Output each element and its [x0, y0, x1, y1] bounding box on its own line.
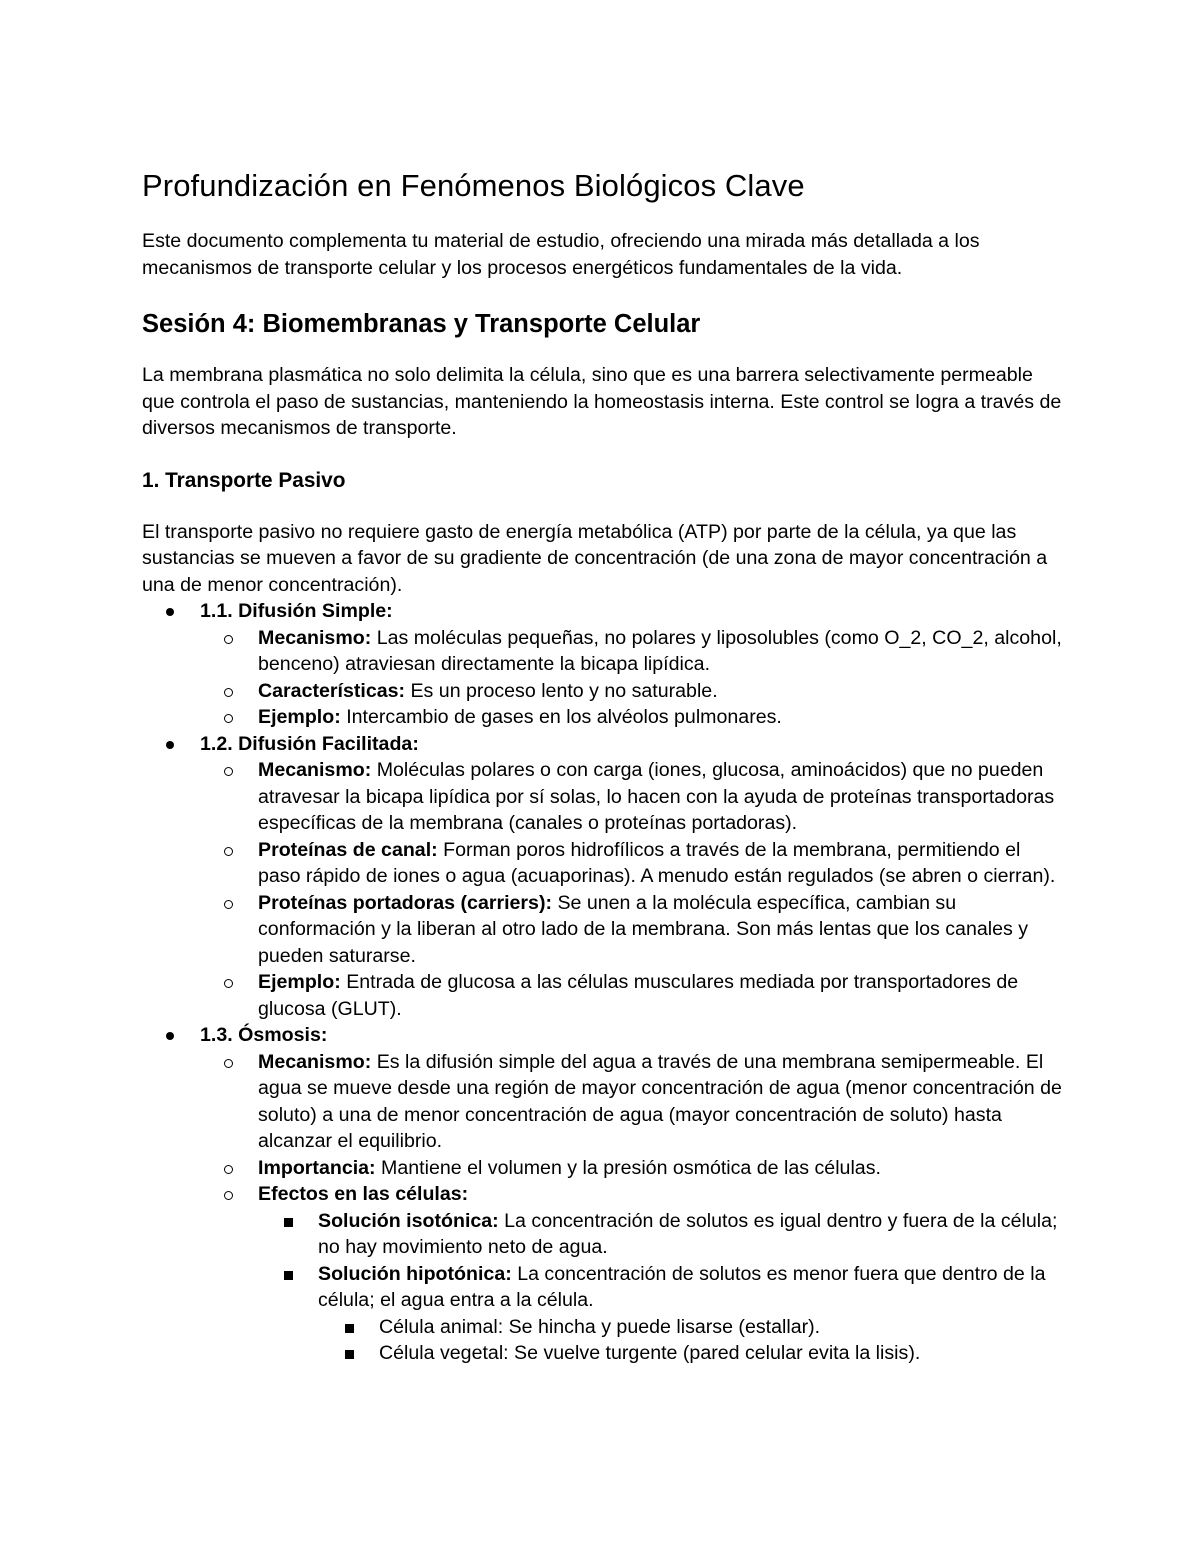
- case-item-vegetal: [318, 1340, 1062, 1367]
- item-label: 1.1. Difusión Simple:: [200, 600, 393, 622]
- detail-text: Mantiene el volumen y la presión osmótica de las células.: [375, 1156, 881, 1179]
- bullet-circle-icon: [224, 979, 233, 988]
- detail-label: Proteínas de canal:: [258, 838, 438, 861]
- detail-text: Moléculas polares o con carga (iones, glucosa, aminoácidos) que no pueden atravesar la bicapa lipídica por sí solas, lo hacen con la ayuda de proteínas transportadoras específicas de la membrana (canales o proteínas portadoras).: [258, 759, 1055, 834]
- hypotonic-cases-list: [318, 1314, 1062, 1367]
- document-title: Profundización en Fenómenos Biológicos Clave: [142, 168, 805, 203]
- document-intro: Este documento complementa tu material de estudio, ofreciendo una mirada más detallada a los mecanismos de transporte celular y los procesos energéticos fundamentales de la vida.: [142, 230, 980, 279]
- section-intro: La membrana plasmática no solo delimita la célula, sino que es una barrera selectivamente permeable que controla el paso de sustancias, manteniendo la homeostasis interna. Este control se logra a través de diversos mecanismos de transporte.: [142, 364, 1062, 439]
- detail-label: Características:: [258, 679, 406, 702]
- detail-label: Importancia:: [258, 1156, 376, 1179]
- bullet-circle-icon: [224, 900, 233, 909]
- detail-list: [200, 625, 1062, 731]
- bullet-disc-icon: [166, 1032, 174, 1040]
- detail-item: [200, 1049, 1062, 1155]
- effect-label: Solución isotónica:: [318, 1209, 499, 1232]
- detail-text: Es un proceso lento y no saturable.: [405, 679, 718, 702]
- bullet-circle-icon: [224, 767, 233, 776]
- effect-item-hipotonica: [258, 1261, 1062, 1367]
- bullet-circle-icon: [224, 1165, 233, 1174]
- detail-item: [200, 757, 1062, 837]
- bullet-disc-icon: [166, 608, 174, 616]
- detail-text: Se unen a la molécula específica, cambian su conformación y la liberan al otro lado de la membrana. Son más lentas que los canales y pueden saturarse.: [258, 891, 1029, 967]
- detail-label: Proteínas portadoras (carriers):: [258, 891, 553, 914]
- detail-text: Es la difusión simple del agua a través de una membrana semipermeable. El agua se mueve desde una región de mayor concentración de agua (menor concentración de soluto) a una de menor concentración de agua (mayor concentración de soluto) hasta alcanzar el equilibrio.: [258, 1050, 1062, 1152]
- detail-text: Intercambio de gases en los alvéolos pulmonares.: [340, 706, 782, 728]
- detail-label: Mecanismo:: [258, 1050, 372, 1073]
- effect-text: La concentración de solutos es menor fuera que dentro de la célula; el agua entra a la célula.: [318, 1262, 1046, 1311]
- case-item-animal: [318, 1314, 1062, 1341]
- effects-list: [258, 1208, 1062, 1367]
- effect-item-isotonica: [258, 1208, 1062, 1261]
- detail-label: Ejemplo:: [258, 706, 341, 728]
- bullet-circle-icon: [224, 714, 233, 723]
- case-text: Célula animal: Se hincha y puede lisarse (estallar).: [379, 1315, 821, 1338]
- bullet-circle-icon: [224, 847, 233, 856]
- bullet-square-icon: [345, 1324, 354, 1333]
- detail-list: [200, 1049, 1062, 1367]
- section-title: Sesión 4: Biomembranas y Transporte Celular: [142, 310, 701, 338]
- detail-item: [200, 890, 1062, 970]
- detail-label: Mecanismo:: [258, 759, 372, 781]
- case-text: Célula vegetal: Se vuelve turgente (pared celular evita la lisis).: [379, 1342, 921, 1364]
- item-label: 1.2. Difusión Facilitada:: [200, 732, 419, 755]
- effect-label: Solución hipotónica:: [318, 1262, 512, 1285]
- detail-item: [200, 704, 1062, 731]
- list-item-osmosis: [142, 1022, 1062, 1367]
- subsection-intro: El transporte pasivo no requiere gasto de energía metabólica (ATP) por parte de la célula, ya que las sustancias se mueven a favor de su gradiente de concentración (de una zona de mayor concentración a una de menor concentración).: [142, 520, 1048, 596]
- detail-item: [200, 969, 1062, 1022]
- detail-item: [200, 678, 1062, 705]
- bullet-disc-icon: [166, 741, 174, 749]
- bullet-square-icon: [345, 1350, 354, 1359]
- bullet-circle-icon: [224, 1059, 233, 1068]
- detail-text: Las moléculas pequeñas, no polares y liposolubles (como O_2, CO_2, alcohol, benceno) atraviesan directamente la bicapa lipídica.: [258, 626, 1062, 675]
- detail-label: Efectos en las células:: [258, 1183, 469, 1205]
- list-item-difusion-simple: [142, 598, 1062, 731]
- detail-item-efectos: [200, 1181, 1062, 1367]
- list-item-difusion-facilitada: [142, 731, 1062, 1023]
- effect-text: La concentración de solutos es igual dentro y fuera de la célula; no hay movimiento neto de agua.: [318, 1209, 1058, 1258]
- bullet-square-icon: [284, 1271, 293, 1280]
- detail-text: Forman poros hidrofílicos a través de la membrana, permitiendo el paso rápido de iones o agua (acuaporinas). A menudo están regulados (se abren o cierran).: [258, 838, 1056, 887]
- detail-label: Mecanismo:: [258, 626, 372, 649]
- item-label: 1.3. Ósmosis:: [200, 1024, 328, 1046]
- detail-text: Entrada de glucosa a las células musculares mediada por transportadores de glucosa (GLUT).: [258, 971, 1019, 1020]
- detail-item: [200, 1155, 1062, 1182]
- subsection-title: 1. Transporte Pasivo: [142, 468, 346, 492]
- transport-list: [142, 598, 1062, 1367]
- detail-label: Ejemplo:: [258, 971, 341, 993]
- bullet-circle-icon: [224, 635, 233, 644]
- detail-item: [200, 837, 1062, 890]
- detail-list: [200, 757, 1062, 1022]
- detail-item: [200, 625, 1062, 678]
- bullet-square-icon: [284, 1218, 293, 1227]
- document-page: [142, 165, 1062, 1367]
- bullet-circle-icon: [224, 688, 233, 697]
- bullet-circle-icon: [224, 1191, 233, 1200]
